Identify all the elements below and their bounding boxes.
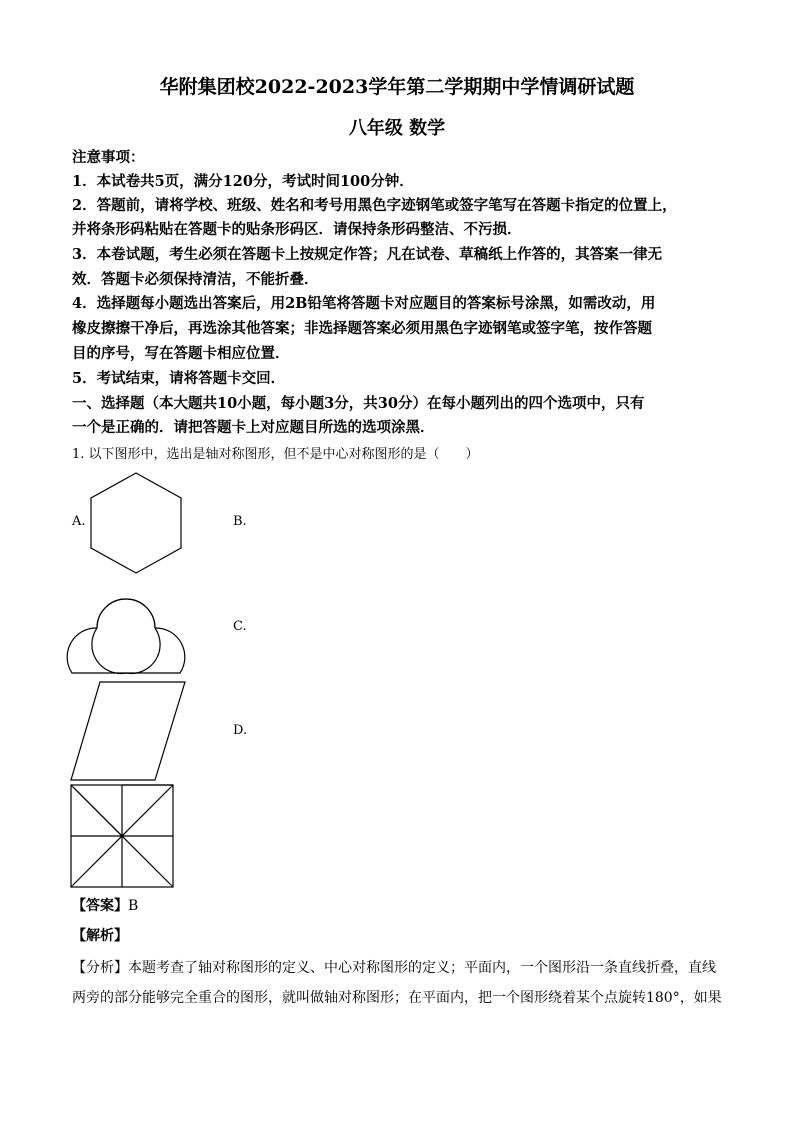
notes-line: 5．考试结束，请将答题卡交回． [72,370,286,387]
notes-line: 2．答题前，请将学校、班级、姓名和考号用黑色字迹钢笔或签字笔写在答题卡指定的位置上， [72,197,677,214]
notes-line: 目的序号，写在答题卡相应位置． [72,345,290,362]
option-a-label: A. [72,514,86,529]
option-b-label: B. [233,514,247,529]
hexagon-icon [90,472,182,574]
triquetra-icon [70,576,182,676]
answer-value: B [128,898,139,914]
option-c-label: C. [233,619,247,634]
answer-label: 【答案】 [72,898,128,914]
notes-line: 并将条形码粘贴在答题卡的贴条形码区．请保持条形码整洁、不污损． [72,221,522,238]
notes-line: 3．本卷试题，考生必须在答题卡上按规定作答；凡在试卷、草稿纸上作答的，其答案一律无 [72,246,663,263]
option-d-label: D. [233,723,248,738]
notes-line: 4．选择题每小题选出答案后，用2B铅笔将答题卡对应题目的答案标号涂黑，如需改动，用 [72,295,656,312]
page-title: 华附集团校2022-2023学年第二学期期中学情调研试题 [159,76,635,98]
analysis-label: 【解析】 [72,928,128,944]
notes-heading: 注意事项： [72,149,145,166]
analysis-line: 【分析】本题考查了轴对称图形的定义、中心对称图形的定义；平面内，一个图形沿一条直线折叠，直线 [72,960,716,976]
page-subtitle: 八年级 数学 [348,118,446,139]
section-heading: 一、选择题（本大题共10小题，每小题3分，共30分）在每小题列出的四个选项中，只有 [72,395,645,412]
notes-line: 橡皮擦擦干净后，再选涂其他答案；非选择题答案必须用黑色字迹钢笔或签字笔，按作答题 [72,320,652,337]
answer-row [72,894,138,918]
analysis-line: 两旁的部分能够完全重合的图形，就叫做轴对称图形；在平面内，把一个图形绕着某个点旋转180°，如果 [72,990,722,1006]
parallelogram-icon [70,681,186,781]
notes-line: 1．本试卷共5页，满分120分，考试时间100分钟． [72,173,414,190]
question-text: 1. 以下图形中，选出是轴对称图形，但不是中心对称图形的是（ ） [72,447,479,462]
pinwheel-icon [70,784,174,888]
section-heading: 一个是正确的．请把答题卡上对应题目所选的选项涂黑． [72,419,435,436]
notes-line: 效．答题卡必须保持清洁，不能折叠． [72,271,319,288]
